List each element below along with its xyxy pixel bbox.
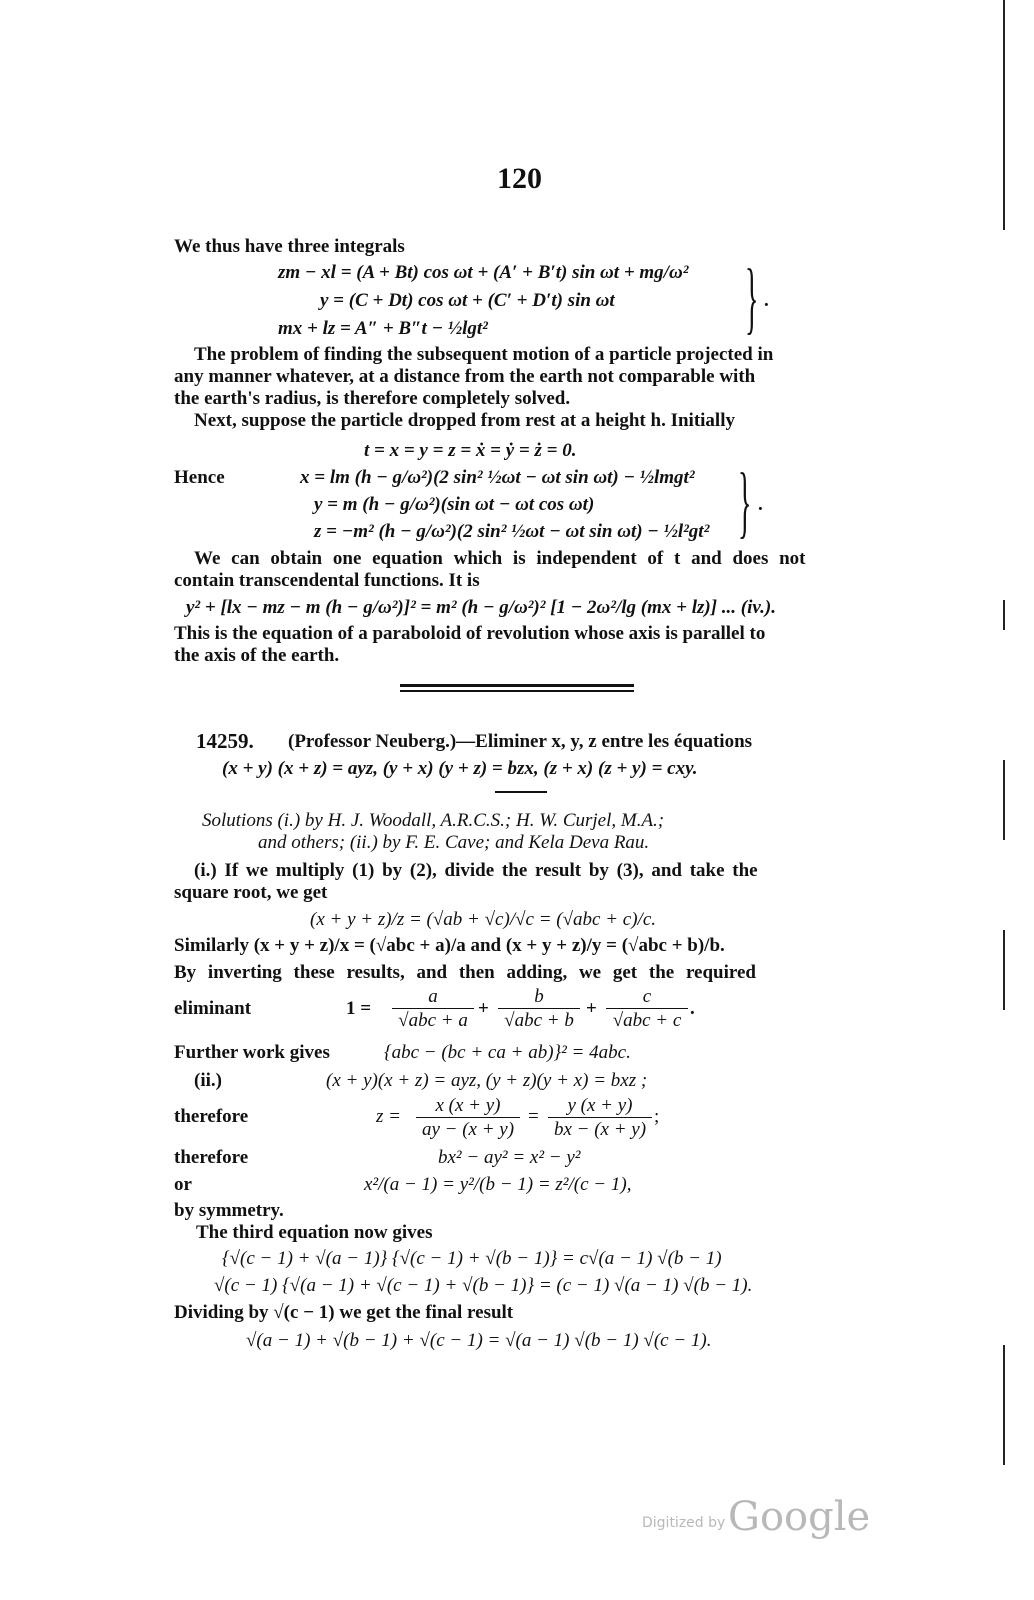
page-edge — [1003, 760, 1005, 840]
hence-eq-x: x = lm (h − g/ω²)(2 sin² ½ωt − ωt sin ωt) − ½lmgt² — [300, 467, 695, 488]
paragraph-line: The problem of finding the subsequent motion of a particle projected in — [194, 344, 774, 365]
section-divider — [400, 684, 634, 687]
equation: x²/(a − 1) = y²/(b − 1) = z²/(c − 1), — [364, 1174, 632, 1195]
paragraph-line: square root, we get — [174, 882, 328, 903]
paragraph-line: By inverting these results, and then adding, we get the required — [174, 962, 756, 983]
paragraph-line: by symmetry. — [174, 1200, 284, 1221]
hence-eq-z: z = −m² (h − g/ω²)(2 sin² ½ωt − ωt sin ωt) − ½l²gt² — [314, 521, 710, 542]
page-number: 120 — [497, 162, 542, 195]
digitized-by-text: Digitized by — [642, 1515, 726, 1531]
part-ii-label: (ii.) — [194, 1070, 222, 1091]
fraction-denominator: √abc + c — [606, 1008, 688, 1033]
initial-conditions: t = x = y = z = ẋ = ẏ = ż = 0. — [364, 440, 577, 461]
eliminant-label: eliminant — [174, 998, 252, 1019]
equation-iv: y² + [lx − mz − m (h − g/ω²)]² = m² (h − g/ω²)² [1 − 2ω²/lg (mx + lz)] ... (iv.). — [186, 597, 776, 618]
plus-sign: + — [478, 998, 489, 1019]
integral-period: . — [764, 290, 769, 311]
similarly-line — [174, 935, 725, 957]
fraction-numerator: c — [642, 986, 652, 1007]
fraction-numerator: a — [428, 986, 438, 1007]
page-edge — [1003, 0, 1005, 230]
section-divider — [400, 690, 634, 692]
equation: {√(c − 1) + √(a − 1)} {√(c − 1) + √(b − 1)} = c√(a − 1) √(b − 1) — [222, 1248, 722, 1269]
paragraph-line: contain transcendental functions. It is — [174, 570, 480, 591]
solutions-credit: and others; (ii.) by F. E. Cave; and Kela Deva Rau. — [258, 832, 650, 853]
paragraph-line: the axis of the earth. — [174, 645, 340, 666]
z-end: ; — [654, 1106, 660, 1127]
final-result: √(a − 1) + √(b − 1) + √(c − 1) = √(a − 1) √(b − 1) √(c − 1). — [246, 1330, 712, 1351]
equals-sign: = — [528, 1106, 539, 1127]
further-equation: {abc − (bc + ca + ab)}² = 4abc. — [384, 1042, 631, 1063]
problem-statement: (Professor Neuberg.)—Eliminer x, y, z entre les équations — [288, 731, 753, 752]
therefore-label: therefore — [174, 1147, 249, 1168]
fraction-numerator: x (x + y) — [435, 1095, 501, 1116]
further-label: Further work gives — [174, 1042, 330, 1063]
similarly-text: Similarly (x + y + z)/x = (√abc + a)/a and (x + y + z)/y = (√abc + b)/b. — [174, 935, 725, 956]
paragraph-line: This is the equation of a paraboloid of revolution whose axis is parallel to — [174, 623, 766, 644]
paragraph-line: the earth's radius, is therefore completely solved. — [174, 388, 571, 409]
plus-sign: + — [586, 998, 597, 1019]
short-rule — [495, 791, 547, 793]
integral-line-2: y = (C + Dt) cos ωt + (C′ + D′t) sin ωt — [320, 290, 615, 311]
solutions-credit: Solutions (i.) by H. J. Woodall, A.R.C.S.; H. W. Curjel, M.A.; — [202, 810, 665, 831]
z-lhs: z = — [376, 1106, 401, 1127]
paragraph-line: Next, suppose the particle dropped from rest at a height h. Initially — [194, 410, 735, 431]
fraction-denominator: √abc + b — [498, 1008, 580, 1033]
eliminant-fraction-b — [498, 986, 580, 1033]
hence-period: . — [758, 494, 763, 515]
therefore-label: therefore — [174, 1106, 249, 1127]
eliminant-lhs: 1 = — [346, 998, 372, 1019]
equation: bx² − ay² = x² − y² — [438, 1147, 581, 1168]
integral-line-1: zm − xl = (A + Bt) cos ωt + (A′ + B′t) sin ωt + mg/ω² — [278, 262, 689, 283]
right-brace: } — [738, 458, 752, 546]
page-edge — [1003, 600, 1005, 630]
equation: √(c − 1) {√(a − 1) + √(c − 1) + √(b − 1)} = (c − 1) √(a − 1) √(b − 1). — [214, 1275, 753, 1296]
fraction-denominator: √abc + a — [392, 1008, 474, 1033]
z-fraction-2 — [548, 1095, 652, 1142]
hence-label: Hence — [174, 467, 225, 488]
fraction-numerator: b — [534, 986, 544, 1007]
page-edge — [1003, 930, 1005, 1010]
integral-line-3: mx + lz = A″ + B″t − ½lgt² — [278, 318, 488, 339]
eliminant-period: . — [690, 998, 695, 1019]
paragraph-line: any manner whatever, at a distance from the earth not comparable with — [174, 366, 756, 387]
paragraph-line: (i.) If we multiply (1) by (2), divide the result by (3), and take the — [194, 860, 758, 881]
eliminant-fraction-c — [606, 986, 688, 1033]
paragraph-line: The third equation now gives — [196, 1222, 433, 1243]
problem-number: 14259. — [196, 729, 254, 753]
integrals-intro: We thus have three integrals — [174, 236, 405, 257]
fraction-denominator: ay − (x + y) — [416, 1117, 520, 1142]
fraction-numerator: y (x + y) — [567, 1095, 633, 1116]
google-logo: Google — [728, 1494, 871, 1540]
equation: (x + y + z)/z = (√ab + √c)/√c = (√abc + c)/c. — [310, 909, 657, 930]
or-label: or — [174, 1174, 192, 1195]
paragraph-line: Dividing by √(c − 1) we get the final result — [174, 1302, 514, 1323]
paragraph-line: We can obtain one equation which is independent of t and does not — [194, 548, 806, 569]
problem-equations: (x + y) (x + z) = ayz, (y + x) (y + z) = bzx, (z + x) (z + y) = cxy. — [222, 758, 698, 779]
hence-eq-y: y = m (h − g/ω²)(sin ωt − ωt cos ωt) — [314, 494, 595, 515]
page-edge — [1003, 1345, 1005, 1465]
right-brace: } — [745, 254, 759, 342]
part-ii-equation: (x + y)(x + z) = ayz, (y + z)(y + x) = bxz ; — [326, 1070, 648, 1091]
z-fraction-1 — [416, 1095, 520, 1142]
eliminant-fraction-a — [392, 986, 474, 1033]
fraction-denominator: bx − (x + y) — [548, 1117, 652, 1142]
